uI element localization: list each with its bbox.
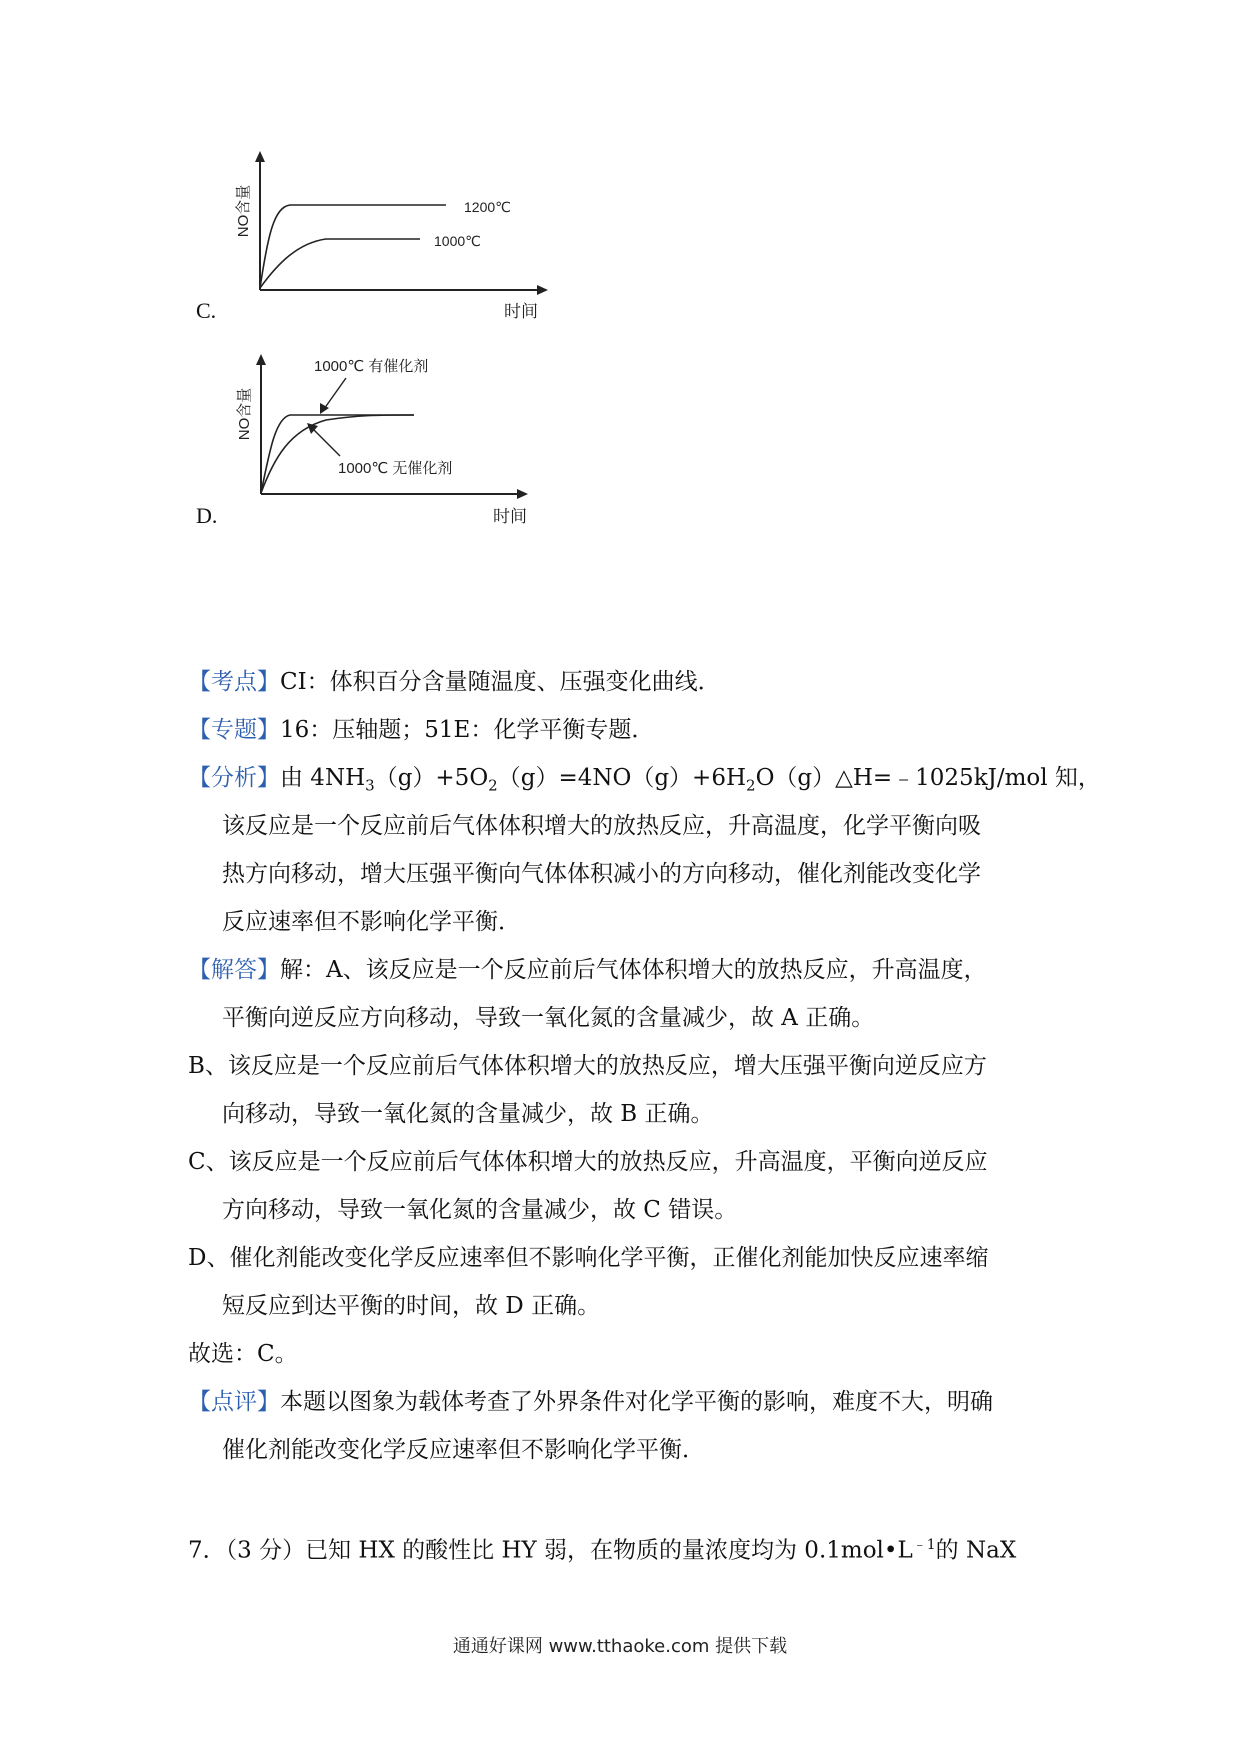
choice-line: 故选：C。: [188, 1341, 298, 1367]
series-1000-label: 1000℃: [434, 233, 481, 249]
jieda-line-1: [188, 956, 987, 984]
zhuanti-text: 16：压轴题；51E：化学平衡专题．: [280, 717, 655, 743]
zhuanti-line: [188, 716, 654, 744]
question-7-text: 7．（3 分）已知 HX 的酸性比 HY 弱，在物质的量浓度均为 0.1mol•L: [188, 1537, 913, 1564]
series-1200-line: [260, 205, 446, 288]
series-1200-label: 1200℃: [464, 199, 511, 215]
question-7-tail: 的 NaX: [935, 1537, 1017, 1564]
c-line-1: C、该反应是一个反应前后气体体积增大的放热反应，升高温度，平衡向逆反应: [188, 1149, 988, 1175]
jieda-tag: 【解答】: [188, 957, 280, 983]
fenxi-line-2: 该反应是一个反应前后气体体积增大的放热反应，升高温度，化学平衡向吸: [222, 813, 981, 839]
b-line-2: 向移动，导致一氧化氮的含量减少，故 B 正确。: [222, 1101, 714, 1127]
b-line-1: B、该反应是一个反应前后气体体积增大的放热反应，增大压强平衡向逆反应方: [188, 1053, 987, 1079]
dianping-tag: 【点评】: [188, 1389, 280, 1415]
option-d-chart: [228, 348, 558, 533]
y-axis-arrow: [256, 354, 266, 365]
series-1000-line: [260, 239, 420, 288]
c-line-2: 方向移动，导致一氧化氮的含量减少，故 C 错误。: [222, 1197, 738, 1223]
jieda-line-2: 平衡向逆反应方向移动，导致一氧化氮的含量减少，故 A 正确。: [222, 1005, 875, 1031]
catalyst-arrow: [324, 378, 346, 409]
option-c-chart: [228, 145, 558, 325]
equation-part: （g）+5O: [374, 765, 489, 791]
dianping-text: 本题以图象为载体考查了外界条件对化学平衡的影响，难度不大，明确: [280, 1389, 993, 1415]
subscript: 3: [365, 776, 375, 795]
series-catalyst-label: 1000℃ 有催化剂: [314, 358, 429, 375]
kaodian-line: [188, 668, 721, 696]
x-axis-arrow: [537, 285, 548, 295]
y-axis-arrow: [255, 151, 265, 162]
fenxi-line-4: 反应速率但不影响化学平衡．: [222, 909, 521, 935]
fenxi-tag: 【分析】: [188, 765, 280, 791]
d-line-2: 短反应到达平衡的时间，故 D 正确。: [222, 1293, 601, 1319]
kaodian-tag: 【考点】: [188, 669, 280, 695]
equation-part: （g）=4NO（g）+6H: [497, 765, 747, 791]
equation-part: 由 4NH: [280, 765, 366, 791]
y-axis-label: NO含量: [235, 184, 252, 238]
option-d-label: D.: [196, 503, 218, 528]
subscript: 2: [746, 776, 756, 795]
dianping-line-2: 催化剂能改变化学反应速率但不影响化学平衡．: [222, 1437, 705, 1463]
kaodian-text: CI：体积百分含量随温度、压强变化曲线．: [280, 669, 721, 695]
y-axis-label: NO含量: [236, 387, 253, 441]
d-line-1: D、催化剂能改变化学反应速率但不影响化学平衡，正催化剂能加快反应速率缩: [188, 1245, 989, 1271]
no-catalyst-arrow: [312, 428, 340, 456]
superscript: ﹣1: [912, 1537, 936, 1553]
equation-part: O（g）△H=﹣1025kJ/mol 知，: [755, 765, 1101, 791]
question-7: [188, 1531, 1016, 1565]
footer: 通通好课网 www.tthaoke.com 提供下载: [452, 1636, 788, 1657]
subscript: 2: [488, 776, 498, 795]
fenxi-line-3: 热方向移动，增大压强平衡向气体体积减小的方向移动，催化剂能改变化学: [222, 861, 981, 887]
dianping-line-1: [188, 1388, 993, 1416]
option-c-label: C.: [196, 298, 217, 323]
x-axis-arrow: [517, 489, 528, 499]
x-axis-label: 时间: [493, 507, 527, 526]
series-no-catalyst-label: 1000℃ 无催化剂: [338, 460, 453, 477]
x-axis-label: 时间: [504, 302, 538, 321]
fenxi-line-1: [188, 764, 1101, 800]
zhuanti-tag: 【专题】: [188, 717, 280, 743]
jieda-text: 解：A、该反应是一个反应前后气体体积增大的放热反应，升高温度，: [280, 957, 987, 983]
